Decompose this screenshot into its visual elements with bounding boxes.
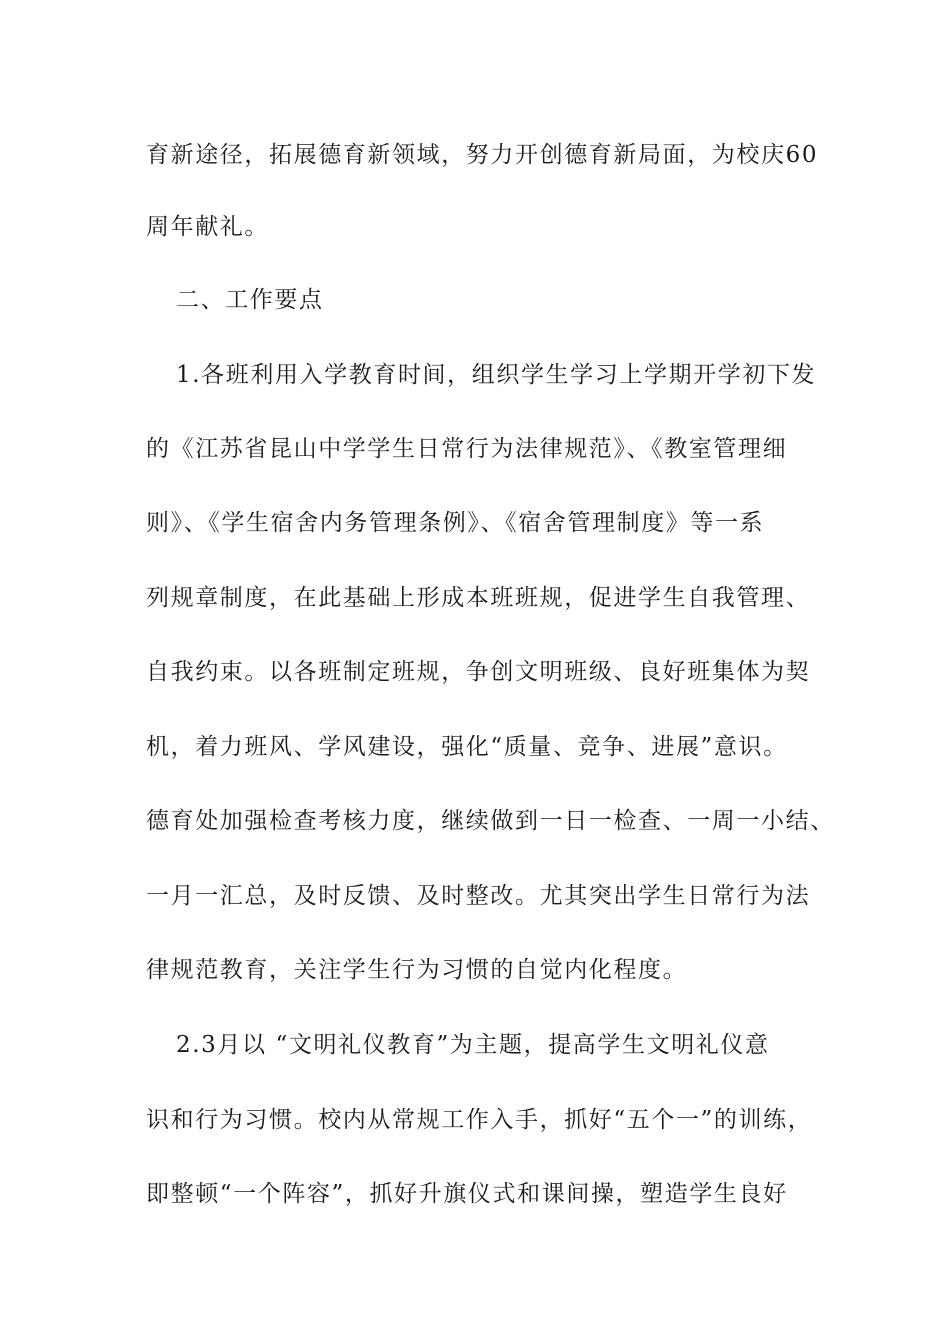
text-line: 识和行为习惯。校内从常规工作入手，抓好“五个一”的训练， [146, 1107, 813, 1133]
text-line: 一月一汇总，及时反馈、及时整改。尤其突出学生日常行为法 [146, 883, 811, 909]
text-line: 机，着力班风、学风建设，强化“质量、竞争、进展”意识。 [146, 734, 788, 760]
section-heading: 二、工作要点 [176, 287, 324, 313]
text-line: 周年献礼。 [146, 214, 269, 240]
text-line: 德育处加强检查考核力度，继续做到一日一检查、一周一小结、 [146, 808, 835, 834]
text-line: 2.3月以 “文明礼仪教育”为主题，提高学生文明礼仪意 [176, 1032, 770, 1058]
text-line: 列规章制度，在此基础上形成本班班规，促进学生自我管理、 [146, 585, 811, 611]
text-line: 育新途径，拓展德育新领域，努力开创德育新局面，为校庆60 [146, 142, 819, 168]
text-line: 自我约束。以各班制定班规，争创文明班级、良好班集体为契 [146, 659, 811, 685]
text-line: 的《江苏省昆山中学学生日常行为法律规范》、《教室管理细 [146, 436, 788, 462]
text-line: 即整顿“一个阵容”，抓好升旗仪式和课间操，塑造学生良好 [146, 1181, 788, 1207]
text-line: 律规范教育，关注学生行为习惯的自觉内化程度。 [146, 957, 688, 983]
text-line: 1.各班利用入学教育时间，组织学生学习上学期开学初下发 [176, 362, 817, 388]
text-line: 则》、《学生宿舍内务管理条例》、《宿舍管理制度》等一系 [146, 510, 765, 536]
